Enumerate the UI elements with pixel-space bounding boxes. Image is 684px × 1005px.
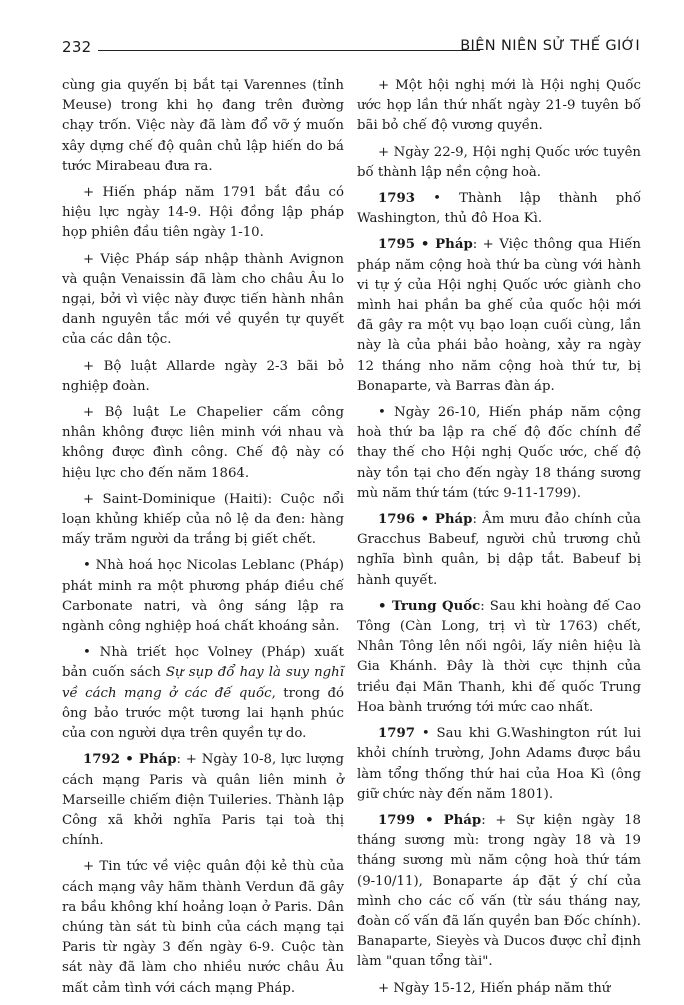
paragraph: • Nhà hoá học Nicolas Leblanc (Pháp) phát minh ra một phương pháp điều chế Carbonate natri, và ông sáng lập ra ngành công nghiệp hoá chất khoáng sản. [62,558,344,635]
paragraph: + Tin tức về việc quân đội kẻ thù của cách mạng vây hãm thành Verdun đã gây ra bầu không khí hoảng loạn ở Paris. Dân chúng tàn sát tù binh của cách mạng tại Paris từ ngày 3 đến ngày 6-9. Cuộc tàn sát này đã làm cho nhiều nước châu Âu mất cảm tình với cách mạng Pháp. [62,859,344,996]
paragraph: + Ngày 22-9, Hội nghị Quốc ước tuyên bố thành lập nền cộng hoà. [357,144,641,180]
paragraph [62,643,344,744]
year-label: 1795 [378,237,416,253]
text-run: , trong đó ông bảo trước một tương lai hạnh phúc của con người dựa trên quyền tự do. [62,685,345,742]
paragraph [357,597,641,718]
text-run: • Nhà triết học Volney (Pháp) xuất bản cuốn sách [62,645,344,681]
country-label: • Pháp [120,752,177,768]
text-run: • Sau khi G.Washington rút lui khỏi chính trường, John Adams được bầu làm tổng thống thứ hai của Hoa Kì (ông giữ chức này đến năm 1801). [357,726,641,802]
year-label: 1797 [378,726,416,742]
text-run: : Sau khi hoàng đế Cao Tông (Càn Long, trị vì từ 1763) chết, Nhân Tông lên nối ngôi, lấy niên hiệu là Gia Khánh. Đây là thời cực thịnh của triều đại Mãn Thanh, khi đế quốc Trung Hoa bành trướng tới mức cao nhất. [357,598,641,715]
text-run: : Âm mưu đảo chính của Gracchus Babeuf, người chủ trương chủ nghĩa bình quân, bị dập tắt. Babeuf bị hành quyết. [357,512,641,588]
paragraph [357,235,641,397]
text-run: : + Việc thông qua Hiến pháp năm cộng hoà thứ ba cùng với hành vi tự ý của Hội nghị Quốc ước giành cho mình hai phần ba ghế của quốc hội mới đã gây ra một vụ bạo loạn cuối cùng, lần này là của phái bảo hoàng, xảy ra ngày 12 tháng nho năm cộng hoà thứ tư, bị Bonaparte, và Barras đàn áp. [357,237,641,394]
paragraph: + Bộ luật Le Chapelier cấm công nhân không được liên minh với nhau và không được đình công. Chế độ này có hiệu lực cho đến năm 1864. [62,405,344,481]
page-number: 232 [62,38,92,56]
country-label: • Pháp [415,237,473,253]
paragraph [357,811,641,973]
paragraph: + Ngày 15-12, Hiến pháp năm thứ [378,980,611,996]
country-label: • Pháp [415,512,473,528]
paragraph [357,724,641,805]
right-column [357,76,641,1005]
page-header [62,36,640,60]
paragraph [62,750,344,851]
year-label: 1793 [378,191,416,207]
text-run: • Thành lập thành phố Washington, thủ đô Hoa Kì. [357,191,641,227]
paragraph [357,189,641,229]
paragraph: cùng gia quyến bị bắt tại Varennes (tỉnh Meuse) trong khi họ đang trên đường chạy trốn. Việc này đã làm đổ vỡ ý muốn xây dựng chế độ quân chủ lập hiến do bá tước Mirabeau đưa ra. [62,78,344,174]
year-label: 1799 [378,812,416,828]
header-rule [98,50,480,51]
country-label: • Pháp [415,812,482,828]
paragraph: + Bộ luật Allarde ngày 2-3 bãi bỏ nghiệp đoàn. [62,358,344,394]
year-label: 1792 [83,752,121,768]
paragraph [357,510,641,591]
country-label: • Trung Quốc [378,598,481,614]
text-run: : + Ngày 10-8, lực lượng cách mạng Paris và quân liên minh ở Marseille chiếm điện Tuileries. Thành lập Công xã khởi nghĩa Paris tại toà thị chính. [62,752,344,849]
year-label: 1796 [378,512,416,528]
paragraph: + Một hội nghị mới là Hội nghị Quốc ước họp lần thứ nhất ngày 21-9 tuyên bố bãi bỏ chế độ vương quyền. [357,78,641,134]
paragraph: + Hiến pháp năm 1791 bắt đầu có hiệu lực ngày 14-9. Hội đồng lập pháp họp phiên đầu tiên ngày 1-10. [62,185,344,241]
left-column [62,76,344,1005]
paragraph: + Saint-Dominique (Haiti): Cuộc nổi loạn khủng khiếp của nô lệ da đen: hàng mấy trăm người da trắng bị giết chết. [62,491,344,548]
running-title: BIÊN NIÊN SỬ THẾ GIỚI [460,38,640,54]
paragraph: • Ngày 26-10, Hiến pháp năm cộng hoà thứ ba lập ra chế độ đốc chính để thay thế cho Hội nghị Quốc ước, chế độ này tồn tại cho đến ngày 18 tháng sương mù năm thứ tám (tức 9-11-1799). [357,405,641,501]
paragraph: + Việc Pháp sáp nhập thành Avignon và quận Venaissin đã làm cho châu Âu lo ngại, bởi vì việc này được tiến hành nhân danh nguyên tắc mới về quyền tự quyết của các dân tộc. [62,251,344,348]
text-run: : + Sự kiện ngày 18 tháng sương mù: trong ngày 18 và 19 tháng sương mù năm cộng hoà thứ tám (9-10/11), Bonaparte áp đặt ý chí của mình cho các cố vấn (từ sáu tháng nay, đoàn cố vấn đã lấn quyền ban Đốc chính). Banaparte, Sieyès và Ducos được chỉ định làm "quan tổng tài". [357,812,641,970]
book-title: Sự sụp đổ hay là suy nghĩ về cách mạng ở các đế quốc [62,665,344,701]
